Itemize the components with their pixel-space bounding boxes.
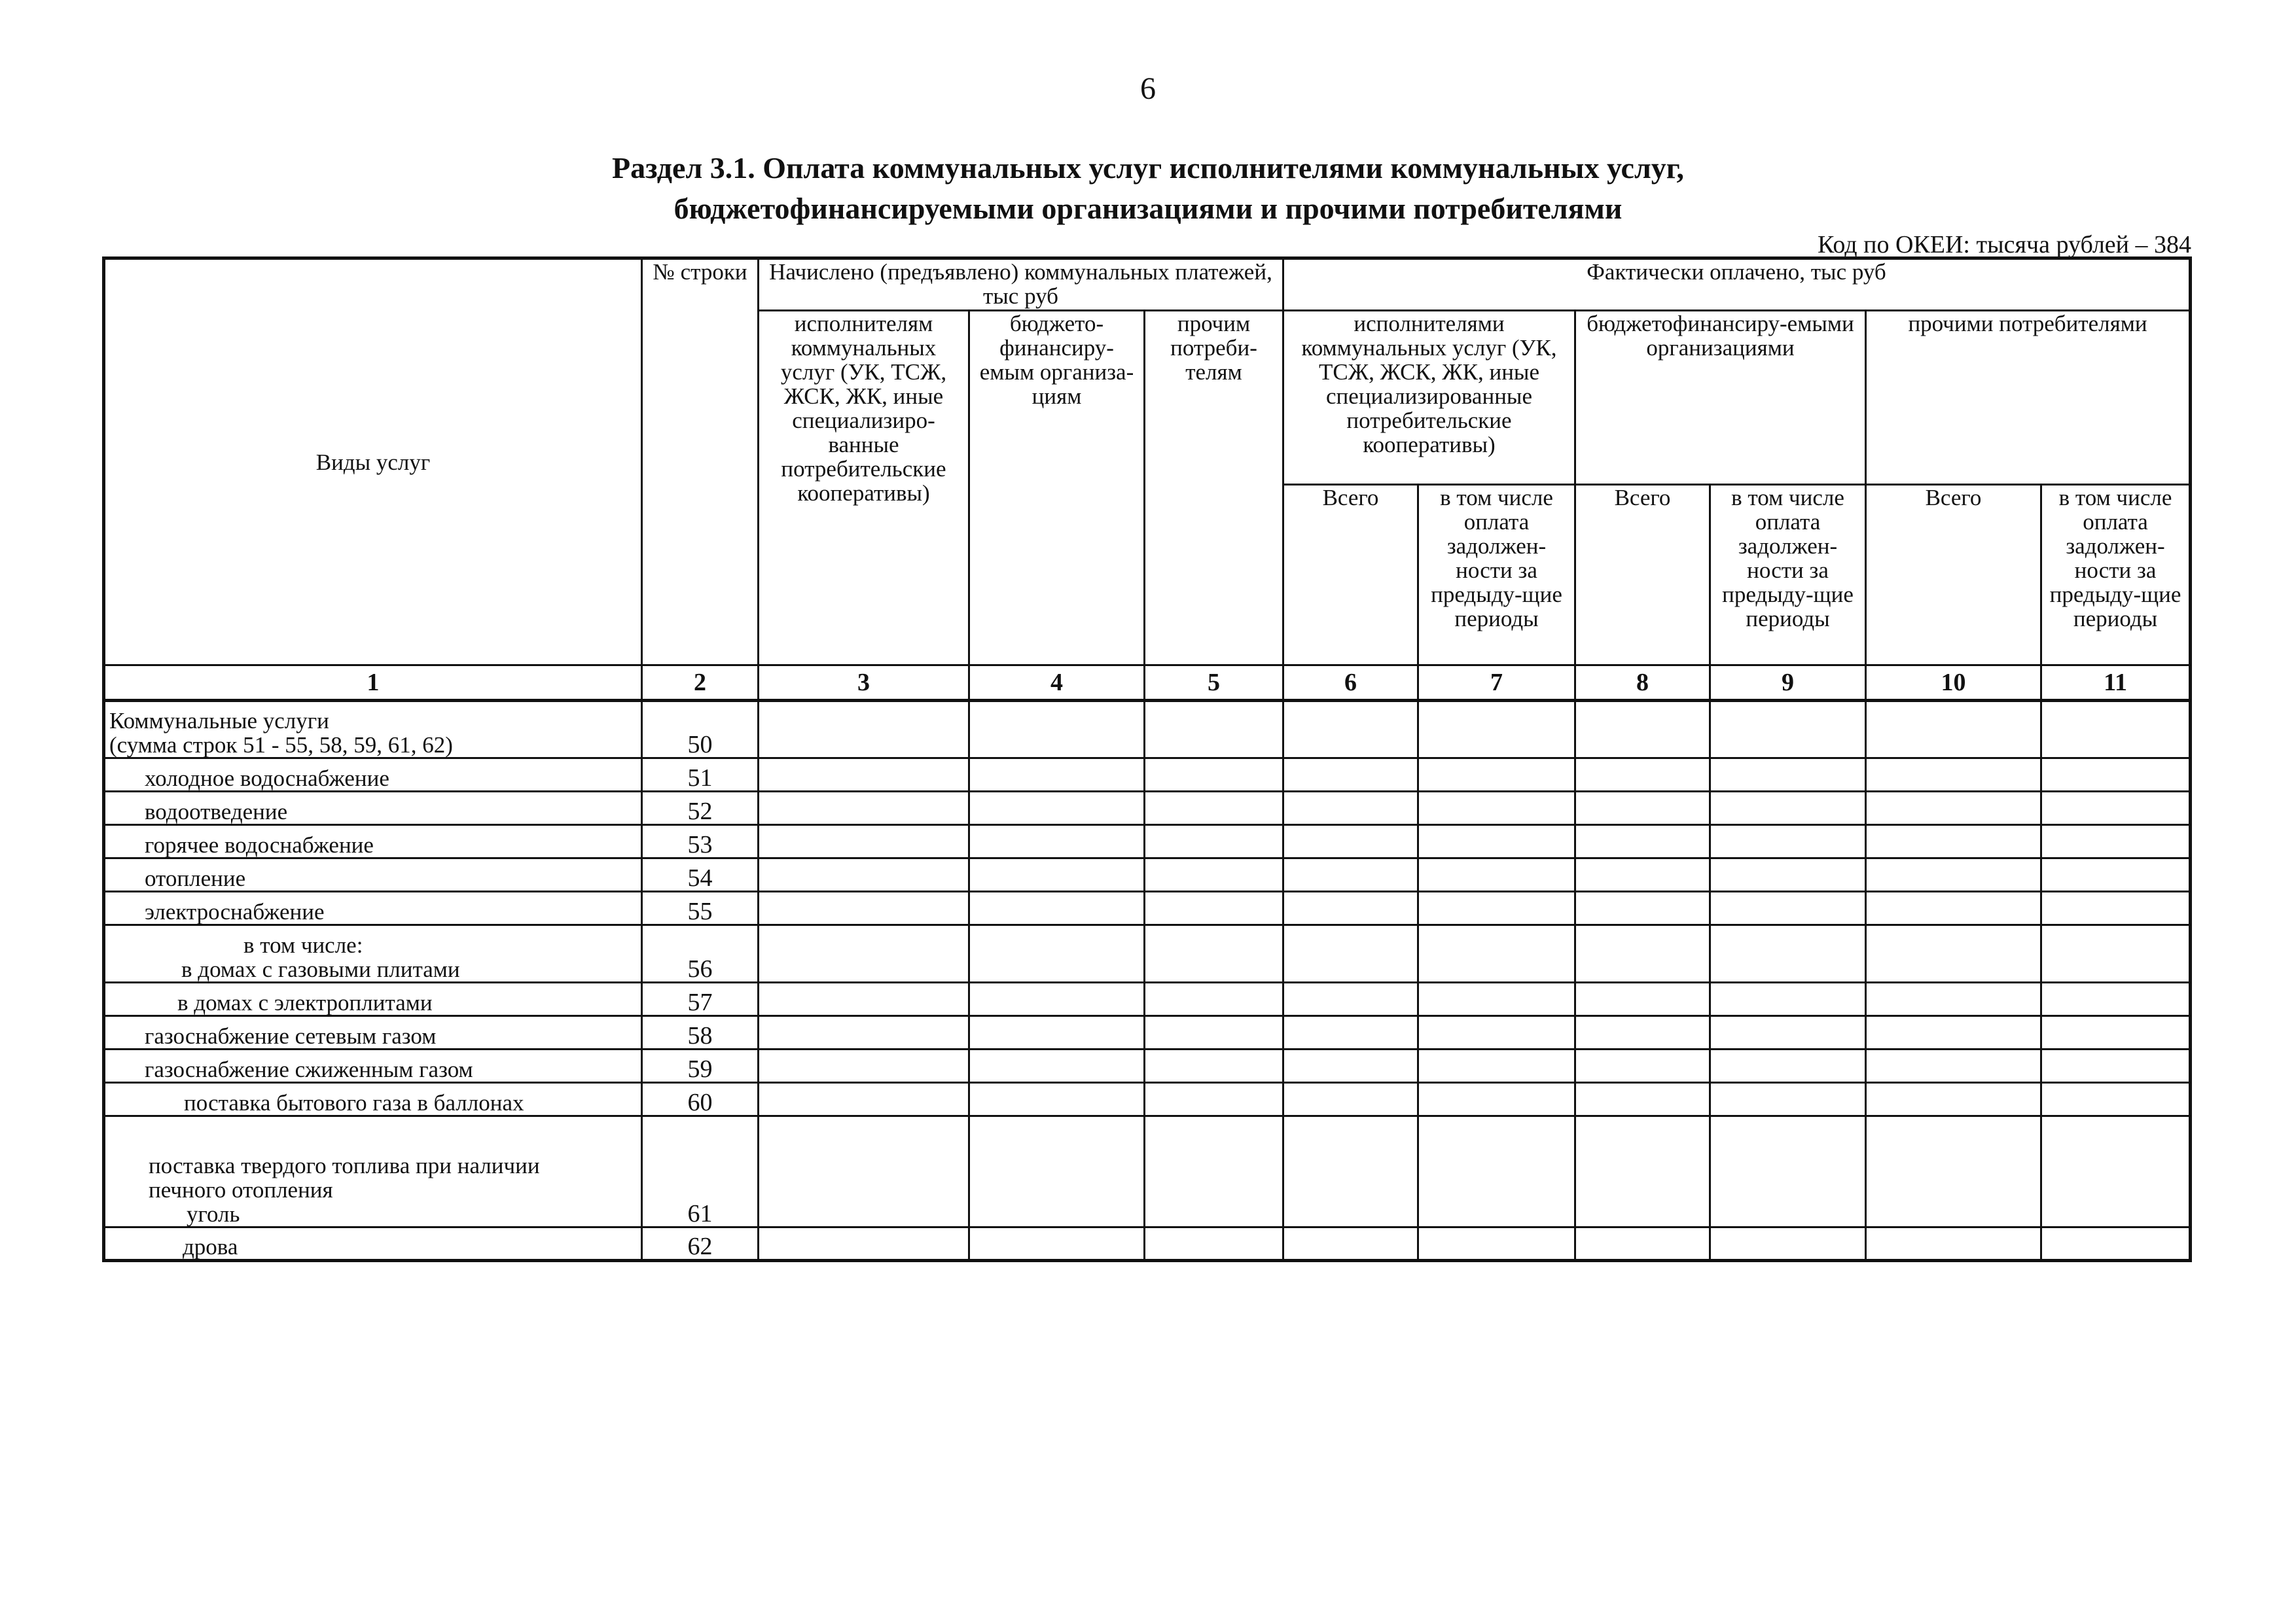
data-cell[interactable] bbox=[1575, 758, 1710, 792]
data-cell[interactable] bbox=[1866, 983, 2041, 1016]
data-cell[interactable] bbox=[1145, 758, 1283, 792]
column-number: 3 bbox=[759, 665, 969, 701]
row-label: электроснабжение bbox=[104, 892, 642, 925]
section-title bbox=[0, 148, 2296, 229]
header-charged: Начислено (предъявлено) коммунальных платежей, тыс руб bbox=[759, 258, 1283, 311]
column-number: 7 bbox=[1418, 665, 1575, 701]
data-cell[interactable] bbox=[759, 792, 969, 825]
data-cell[interactable] bbox=[1418, 892, 1575, 925]
data-cell[interactable] bbox=[1866, 925, 2041, 983]
row-label-line: (сумма строк 51 - 55, 58, 59, 61, 62) bbox=[109, 732, 453, 758]
data-cell[interactable] bbox=[1866, 758, 2041, 792]
row-label-line: в домах с газовыми плитами bbox=[181, 957, 460, 982]
table-row bbox=[104, 825, 2191, 858]
row-code: 50 bbox=[642, 701, 759, 758]
data-cell[interactable] bbox=[1145, 1227, 1283, 1261]
data-cell[interactable] bbox=[2041, 1016, 2191, 1050]
data-cell[interactable] bbox=[969, 758, 1145, 792]
data-cell[interactable] bbox=[969, 925, 1145, 983]
data-cell[interactable] bbox=[1145, 1116, 1283, 1227]
header-charged-budget: бюджето-финансиру-емым организа-циям bbox=[969, 311, 1145, 665]
data-cell[interactable] bbox=[1710, 758, 1866, 792]
row-label bbox=[104, 925, 642, 983]
column-number: 10 bbox=[1866, 665, 2041, 701]
row-label-line: уголь bbox=[187, 1201, 240, 1227]
header-charged-executors: исполнителям коммунальных услуг (УК, ТСЖ, ЖСК, ЖК, иные специализиро-ванные потребительские кооперативы) bbox=[759, 311, 969, 665]
data-cell[interactable] bbox=[1866, 892, 2041, 925]
data-cell[interactable] bbox=[759, 1227, 969, 1261]
data-cell[interactable] bbox=[1145, 925, 1283, 983]
data-cell[interactable] bbox=[1418, 1116, 1575, 1227]
row-code: 58 bbox=[642, 1016, 759, 1050]
data-cell[interactable] bbox=[1145, 892, 1283, 925]
data-cell[interactable] bbox=[1866, 1227, 2041, 1261]
data-cell[interactable] bbox=[2041, 858, 2191, 892]
data-cell[interactable] bbox=[1866, 825, 2041, 858]
data-cell[interactable] bbox=[1575, 701, 1710, 758]
data-cell[interactable] bbox=[759, 983, 969, 1016]
header-total-8: Всего bbox=[1575, 485, 1710, 665]
data-cell[interactable] bbox=[1145, 1016, 1283, 1050]
data-cell[interactable] bbox=[1283, 1116, 1418, 1227]
data-cell[interactable] bbox=[759, 925, 969, 983]
data-cell[interactable] bbox=[1710, 792, 1866, 825]
data-cell[interactable] bbox=[1710, 1083, 1866, 1116]
data-cell[interactable] bbox=[1866, 1116, 2041, 1227]
data-cell[interactable] bbox=[759, 1016, 969, 1050]
data-cell[interactable] bbox=[1866, 858, 2041, 892]
row-label-line: печного отопления bbox=[149, 1177, 333, 1203]
data-cell[interactable] bbox=[759, 701, 969, 758]
table-row bbox=[104, 1083, 2191, 1116]
data-cell[interactable] bbox=[1575, 983, 1710, 1016]
section-title-line2: бюджетофинансируемыми организациями и прочими потребителями bbox=[673, 192, 1623, 225]
table-row bbox=[104, 925, 2191, 983]
row-label-line: Коммунальные услуги bbox=[109, 708, 329, 733]
data-cell[interactable] bbox=[1145, 792, 1283, 825]
data-cell[interactable] bbox=[1575, 792, 1710, 825]
column-number: 6 bbox=[1283, 665, 1418, 701]
table-row bbox=[104, 892, 2191, 925]
data-cell[interactable] bbox=[1575, 892, 1710, 925]
row-code: 57 bbox=[642, 983, 759, 1016]
data-cell[interactable] bbox=[759, 758, 969, 792]
row-code: 51 bbox=[642, 758, 759, 792]
data-cell[interactable] bbox=[1145, 701, 1283, 758]
row-label: дрова bbox=[104, 1227, 642, 1261]
data-cell[interactable] bbox=[2041, 758, 2191, 792]
data-cell[interactable] bbox=[1418, 1050, 1575, 1083]
data-cell[interactable] bbox=[759, 858, 969, 892]
data-cell[interactable] bbox=[1710, 858, 1866, 892]
row-label: газоснабжение сжиженным газом bbox=[104, 1050, 642, 1083]
data-cell[interactable] bbox=[1575, 1050, 1710, 1083]
data-cell[interactable] bbox=[1710, 1116, 1866, 1227]
data-cell[interactable] bbox=[2041, 1227, 2191, 1261]
table-row bbox=[104, 701, 2191, 758]
row-code: 53 bbox=[642, 825, 759, 858]
data-cell[interactable] bbox=[1710, 983, 1866, 1016]
column-number: 11 bbox=[2041, 665, 2191, 701]
row-label: отопление bbox=[104, 858, 642, 892]
row-label bbox=[104, 1116, 642, 1227]
column-number: 1 bbox=[104, 665, 642, 701]
data-cell[interactable] bbox=[759, 1083, 969, 1116]
data-cell[interactable] bbox=[1145, 983, 1283, 1016]
table-row bbox=[104, 858, 2191, 892]
data-cell[interactable] bbox=[1283, 892, 1418, 925]
data-cell[interactable] bbox=[2041, 892, 2191, 925]
data-cell[interactable] bbox=[969, 825, 1145, 858]
column-number: 9 bbox=[1710, 665, 1866, 701]
data-cell[interactable] bbox=[2041, 825, 2191, 858]
row-label: горячее водоснабжение bbox=[104, 825, 642, 858]
header-incl-debt-9: в том числе оплата задолжен-ности за предыду-щие периоды bbox=[1710, 485, 1866, 665]
data-cell[interactable] bbox=[1710, 1016, 1866, 1050]
row-label: в домах с электроплитами bbox=[104, 983, 642, 1016]
table-row bbox=[104, 983, 2191, 1016]
table-row bbox=[104, 1227, 2191, 1261]
data-cell[interactable] bbox=[1710, 1050, 1866, 1083]
data-cell[interactable] bbox=[2041, 925, 2191, 983]
data-cell[interactable] bbox=[969, 792, 1145, 825]
data-cell[interactable] bbox=[969, 892, 1145, 925]
section-title-line1: Раздел 3.1. Оплата коммунальных услуг исполнителями коммунальных услуг, bbox=[612, 151, 1684, 185]
data-cell[interactable] bbox=[1575, 1016, 1710, 1050]
row-label: холодное водоснабжение bbox=[104, 758, 642, 792]
data-cell[interactable] bbox=[1710, 825, 1866, 858]
data-cell[interactable] bbox=[1283, 858, 1418, 892]
data-cell[interactable] bbox=[1283, 1083, 1418, 1116]
row-code: 52 bbox=[642, 792, 759, 825]
data-cell[interactable] bbox=[1575, 858, 1710, 892]
header-incl-debt-11: в том числе оплата задолжен-ности за предыду-щие периоды bbox=[2041, 485, 2191, 665]
data-cell[interactable] bbox=[1145, 825, 1283, 858]
data-cell[interactable] bbox=[1418, 701, 1575, 758]
data-cell[interactable] bbox=[2041, 701, 2191, 758]
data-cell[interactable] bbox=[1283, 701, 1418, 758]
data-cell[interactable] bbox=[969, 983, 1145, 1016]
row-code: 56 bbox=[642, 925, 759, 983]
data-cell[interactable] bbox=[1145, 1050, 1283, 1083]
data-cell[interactable] bbox=[969, 1050, 1145, 1083]
row-code: 61 bbox=[642, 1116, 759, 1227]
table-row bbox=[104, 792, 2191, 825]
column-number: 4 bbox=[969, 665, 1145, 701]
data-cell[interactable] bbox=[1283, 925, 1418, 983]
data-cell[interactable] bbox=[759, 892, 969, 925]
row-label bbox=[104, 701, 642, 758]
data-cell[interactable] bbox=[1283, 792, 1418, 825]
header-row-number: № строки bbox=[642, 258, 759, 665]
data-cell[interactable] bbox=[1710, 892, 1866, 925]
row-label: водоотведение bbox=[104, 792, 642, 825]
data-cell[interactable] bbox=[969, 701, 1145, 758]
data-cell[interactable] bbox=[1866, 1083, 2041, 1116]
table-row bbox=[104, 1050, 2191, 1083]
data-cell[interactable] bbox=[2041, 1116, 2191, 1227]
data-cell[interactable] bbox=[1418, 792, 1575, 825]
data-cell[interactable] bbox=[969, 1083, 1145, 1116]
header-incl-debt-7: в том числе оплата задолжен-ности за предыду-щие периоды bbox=[1418, 485, 1575, 665]
data-cell[interactable] bbox=[1283, 1050, 1418, 1083]
data-cell[interactable] bbox=[1418, 758, 1575, 792]
data-cell[interactable] bbox=[2041, 1083, 2191, 1116]
row-code: 54 bbox=[642, 858, 759, 892]
page-number: 6 bbox=[1140, 71, 1156, 106]
data-cell[interactable] bbox=[759, 825, 969, 858]
okei-code: Код по ОКЕИ: тысяча рублей – 384 bbox=[1817, 231, 2191, 258]
data-cell[interactable] bbox=[1575, 825, 1710, 858]
data-cell[interactable] bbox=[1575, 1083, 1710, 1116]
data-cell[interactable] bbox=[759, 1116, 969, 1227]
row-code: 60 bbox=[642, 1083, 759, 1116]
row-code: 62 bbox=[642, 1227, 759, 1261]
row-label: газоснабжение сетевым газом bbox=[104, 1016, 642, 1050]
data-cell[interactable] bbox=[1575, 1227, 1710, 1261]
data-cell[interactable] bbox=[1283, 825, 1418, 858]
data-cell[interactable] bbox=[759, 1050, 969, 1083]
data-cell[interactable] bbox=[969, 858, 1145, 892]
row-code: 59 bbox=[642, 1050, 759, 1083]
data-cell[interactable] bbox=[1418, 1083, 1575, 1116]
data-cell[interactable] bbox=[1145, 858, 1283, 892]
data-cell[interactable] bbox=[1575, 1116, 1710, 1227]
data-cell[interactable] bbox=[1866, 1016, 2041, 1050]
data-cell[interactable] bbox=[1418, 983, 1575, 1016]
header-paid-executors: исполнителями коммунальных услуг (УК, ТСЖ, ЖСК, ЖК, иные специализированные потребительские кооперативы) bbox=[1283, 311, 1575, 485]
data-cell[interactable] bbox=[1710, 1227, 1866, 1261]
header-paid-budget: бюджетофинансиру-емыми организациями bbox=[1575, 311, 1866, 485]
column-number: 5 bbox=[1145, 665, 1283, 701]
header-paid: Фактически оплачено, тыс руб bbox=[1283, 258, 2191, 311]
data-cell[interactable] bbox=[1283, 983, 1418, 1016]
row-code: 55 bbox=[642, 892, 759, 925]
data-cell[interactable] bbox=[1418, 858, 1575, 892]
row-label-line: поставка твердого топлива при наличии bbox=[149, 1153, 540, 1178]
table-row bbox=[104, 1016, 2191, 1050]
header-charged-other: прочим потреби-телям bbox=[1145, 311, 1283, 665]
data-cell[interactable] bbox=[1418, 925, 1575, 983]
data-cell[interactable] bbox=[969, 1227, 1145, 1261]
data-cell[interactable] bbox=[1866, 701, 2041, 758]
data-cell[interactable] bbox=[1866, 1050, 2041, 1083]
data-cell[interactable] bbox=[1710, 925, 1866, 983]
data-cell[interactable] bbox=[1710, 701, 1866, 758]
header-services: Виды услуг bbox=[104, 258, 642, 665]
row-label: поставка бытового газа в баллонах bbox=[104, 1083, 642, 1116]
data-cell[interactable] bbox=[1283, 1227, 1418, 1261]
payments-table bbox=[102, 256, 2192, 1262]
data-cell[interactable] bbox=[2041, 792, 2191, 825]
header-total-10: Всего bbox=[1866, 485, 2041, 665]
data-cell[interactable] bbox=[1283, 758, 1418, 792]
data-cell[interactable] bbox=[2041, 1050, 2191, 1083]
row-label-line: в том числе: bbox=[243, 932, 363, 958]
data-cell[interactable] bbox=[1145, 1083, 1283, 1116]
data-cell[interactable] bbox=[1418, 1016, 1575, 1050]
table-row bbox=[104, 1116, 2191, 1227]
table-row bbox=[104, 758, 2191, 792]
data-cell[interactable] bbox=[1283, 1016, 1418, 1050]
data-cell[interactable] bbox=[1575, 925, 1710, 983]
data-cell[interactable] bbox=[2041, 983, 2191, 1016]
data-cell[interactable] bbox=[969, 1116, 1145, 1227]
header-total-6: Всего bbox=[1283, 485, 1418, 665]
column-number: 2 bbox=[642, 665, 759, 701]
header-paid-other: прочими потребителями bbox=[1866, 311, 2191, 485]
data-cell[interactable] bbox=[1866, 792, 2041, 825]
column-number: 8 bbox=[1575, 665, 1710, 701]
data-cell[interactable] bbox=[1418, 825, 1575, 858]
data-cell[interactable] bbox=[969, 1016, 1145, 1050]
data-cell[interactable] bbox=[1418, 1227, 1575, 1261]
